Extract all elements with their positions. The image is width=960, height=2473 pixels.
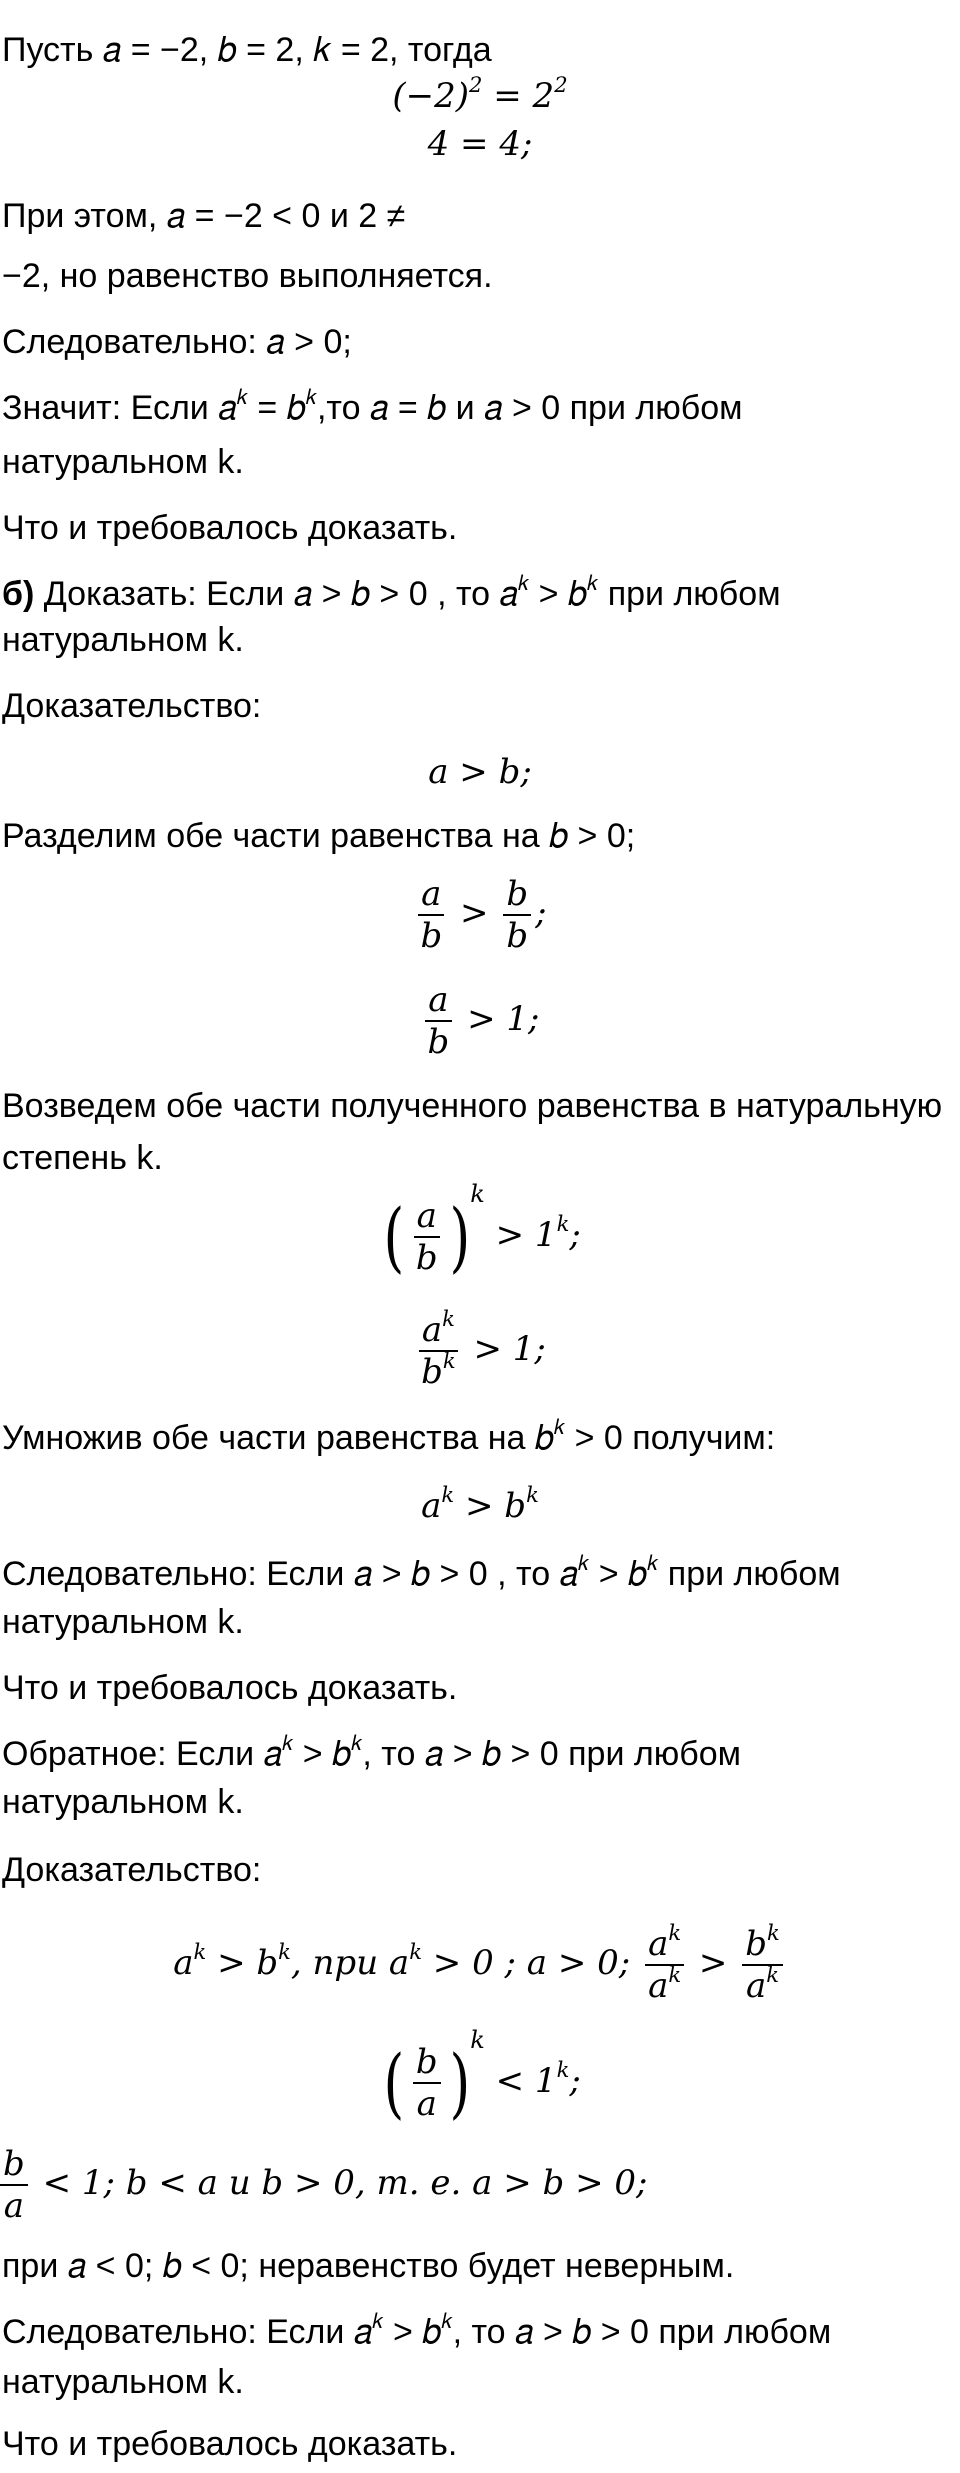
text-line: натуральном k. <box>2 443 244 481</box>
eq-exp: 𝑘 <box>556 2056 570 2082</box>
fraction: $\frac{\text{𝑏}}{\text{𝑎}}$ <box>0 2144 28 2226</box>
text-line <box>2 2309 832 2352</box>
text-line: Что и требовалось доказать. <box>2 2425 458 2463</box>
text-line <box>2 1415 776 1458</box>
text-line: −2, но равенство выполняется. <box>2 257 493 295</box>
text-line: натуральном k. <box>2 1603 244 1641</box>
text-part: Следовательно: Если 𝑎 > 𝑏 > 0 , то 𝑎 <box>2 1555 579 1593</box>
equation: 𝑎$^𝑘$ > 𝑏$^𝑘$, при 𝑎$^𝑘$ > 0 ; 𝑎 > 0; $\frac{𝑎^𝑘}{𝑎^𝑘}$ > $\frac{𝑏^𝑘}{𝑎^𝑘}$ <box>0 1920 960 2006</box>
text-part: > 𝑏 <box>589 1555 648 1593</box>
paren: ( <box>383 1192 405 1281</box>
fraction: $\frac{𝑎^𝑘}{𝑎^𝑘}$ <box>645 1924 684 2006</box>
eq-part: ; <box>569 1215 581 1255</box>
text-part: > 𝑏 <box>529 575 587 613</box>
text-line: натуральном k. <box>2 621 244 659</box>
equation: $\frac{\text{𝑏}}{\text{𝑎}}$ < 1; 𝑏 < 𝑎 и 𝑏 > 0, т. е. 𝑎 > 𝑏 > 0; <box>0 2140 647 2226</box>
fraction: $\frac{\text{𝑎}}{\text{𝑏}}$ <box>425 980 453 1062</box>
text-part: , то 𝑎 > 𝑏 > 0 при любом <box>362 1735 742 1773</box>
fraction: $\frac{\text{𝑏}}{\text{𝑏}}$ <box>503 874 531 956</box>
fraction: $\frac{\text{𝑎}}{\text{𝑏}}$ <box>413 1196 441 1278</box>
text-part: Значит: Если 𝑎 <box>2 389 237 427</box>
exp: 𝑘 <box>587 571 599 595</box>
text-part: при любом <box>658 1555 841 1593</box>
exp: 𝑘 <box>282 1731 294 1755</box>
text-line: Разделим обе части равенства на 𝑏 > 0; <box>2 817 636 855</box>
eq-part: = 2 <box>482 76 555 116</box>
exp: 𝑘 <box>305 385 317 409</box>
eq-exp: 2 <box>554 71 568 97</box>
text-part: Умножив обе части равенства на 𝑏 <box>2 1419 554 1457</box>
equation <box>0 71 960 116</box>
equation: 4 = 4; <box>427 124 533 164</box>
text-line: Доказательство: <box>2 687 262 725</box>
equation <box>0 1306 960 1392</box>
exp: 𝑘 <box>578 1551 590 1575</box>
eq-exp: 2 <box>469 71 483 97</box>
eq-exp: 𝑘 <box>556 1210 570 1236</box>
text-line: степень k. <box>2 1139 163 1177</box>
text-line: Пусть 𝑎 = −2, 𝑏 = 2, 𝑘 = 2, тогда <box>2 31 492 69</box>
eq-part: ; <box>535 893 547 933</box>
exp: 𝑘 <box>372 2309 384 2333</box>
text-line: натуральном k. <box>2 2363 244 2401</box>
equation <box>0 1180 960 1281</box>
eq-part: > 1; <box>462 1329 546 1369</box>
paren: ) <box>449 2038 470 2127</box>
exp: 𝑘 <box>647 1551 659 1575</box>
fraction: $\frac{\text{𝑎}}{\text{𝑏}}$ <box>417 874 445 956</box>
text-line: при 𝑎 < 0; 𝑏 < 0; неравенство будет неверным. <box>2 2247 735 2285</box>
text-part: Доказать: Если 𝑎 > 𝑏 > 0 , то 𝑎 <box>34 575 518 613</box>
eq-exp: 𝑘 <box>470 1180 485 1208</box>
text-line <box>2 1551 841 1594</box>
fraction: $\frac{𝑎^𝑘}{𝑏^𝑘}$ <box>418 1310 459 1392</box>
text-line <box>2 385 743 428</box>
text-line: Следовательно: 𝑎 > 0; <box>2 323 352 361</box>
text-part: , то 𝑎 > 𝑏 > 0 при любом <box>452 2313 832 2351</box>
text-part: Обратное: Если 𝑎 <box>2 1735 283 1773</box>
eq-part: ; <box>569 2061 581 2101</box>
exp: 𝑘 <box>351 1731 363 1755</box>
eq-part: (−2) <box>392 76 470 116</box>
eq-part: > 1 <box>484 1215 557 1255</box>
section-heading <box>2 571 781 614</box>
section-label: б) <box>2 575 35 613</box>
text-line: Что и требовалось доказать. <box>2 509 458 547</box>
exp: 𝑘 <box>441 2309 453 2333</box>
text-line: Возведем обе части полученного равенства в натуральную <box>2 1087 943 1125</box>
eq-part: > <box>449 893 500 933</box>
equation <box>0 976 960 1062</box>
paren: ( <box>383 2038 405 2127</box>
paren: ) <box>449 1192 470 1281</box>
equation <box>0 2026 960 2127</box>
eq-part: > 1; <box>456 999 540 1039</box>
eq-exp: 𝑘 <box>470 2026 485 2054</box>
text-part: > 𝑏 <box>293 1735 352 1773</box>
eq-part: < 1 <box>484 2061 557 2101</box>
text-part: > 𝑏 <box>383 2313 442 2351</box>
equation: 𝑎$^𝑘$ > 𝑏$^𝑘$ <box>421 1481 539 1526</box>
text-line: Что и требовалось доказать. <box>2 1669 458 1707</box>
text-part: ,то 𝑎 = 𝑏 и 𝑎 > 0 при любом <box>316 389 743 427</box>
equation <box>0 870 960 956</box>
text-line <box>2 1731 742 1774</box>
exp: 𝑘 <box>517 571 530 595</box>
exp: 𝑘 <box>236 385 248 409</box>
fraction: $\frac{\text{𝑏}}{\text{𝑎}}$ <box>413 2042 441 2124</box>
text-part: при любом <box>598 575 781 613</box>
exp: 𝑘 <box>553 1415 566 1439</box>
equation: 𝑎 > 𝑏; <box>428 752 532 792</box>
text-line: Доказательство: <box>2 1851 262 1889</box>
text-part: Следовательно: Если 𝑎 <box>2 2313 373 2351</box>
fraction: $\frac{𝑏^𝑘}{𝑎^𝑘}$ <box>742 1924 783 2006</box>
text-line: При этом, 𝑎 = −2 < 0 и 2 ≠ <box>2 197 406 235</box>
text-line: натуральном k. <box>2 1783 244 1821</box>
text-part: = 𝑏 <box>247 389 306 427</box>
text-part: > 0 получим: <box>565 1419 776 1457</box>
